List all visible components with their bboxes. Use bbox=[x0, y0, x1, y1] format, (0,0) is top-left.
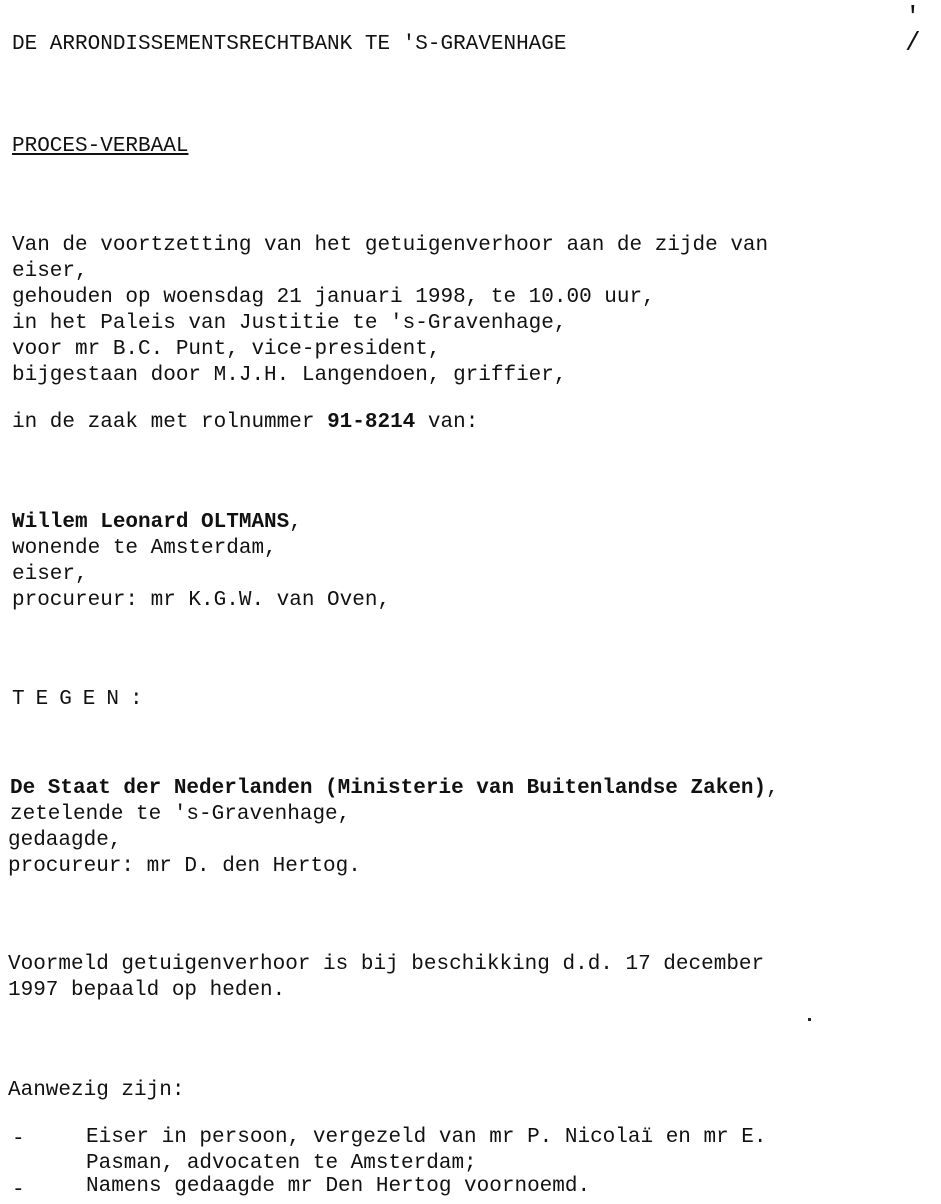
defendant-seat: zetelende te 's-Gravenhage, bbox=[10, 803, 351, 826]
intro-line-1: Van de voortzetting van het getuigenverhoor aan de zijde van bbox=[12, 234, 769, 257]
defendant-name: De Staat der Nederlanden (Ministerie van Buitenlandse Zaken) bbox=[10, 777, 767, 800]
defendant-role: gedaagde, bbox=[8, 829, 122, 852]
case-line bbox=[12, 410, 478, 436]
present-item-1-bullet: - bbox=[12, 1128, 25, 1151]
court-heading: DE ARRONDISSEMENTSRECHTBANK TE 'S-GRAVENHAGE bbox=[12, 33, 567, 56]
defendant-name-line bbox=[10, 776, 779, 802]
plaintiff-name-line bbox=[12, 510, 302, 536]
case-number: 91-8214 bbox=[327, 411, 416, 434]
plaintiff-residence: wonende te Amsterdam, bbox=[12, 537, 277, 560]
present-item-1-line-1: Eiser in persoon, vergezeld van mr P. Nicolaï en mr E. bbox=[86, 1126, 767, 1149]
present-item-1-line-2: Pasman, advocaten te Amsterdam; bbox=[86, 1152, 477, 1175]
present-label: Aanwezig zijn: bbox=[8, 1079, 185, 1102]
case-prefix: in de zaak met rolnummer bbox=[12, 411, 328, 434]
plaintiff-name: Willem Leonard OLTMANS bbox=[12, 511, 290, 534]
scan-speck bbox=[808, 1018, 811, 1021]
case-suffix: van: bbox=[415, 411, 479, 434]
plaintiff-attorney: procureur: mr K.G.W. van Oven, bbox=[12, 589, 391, 612]
hearing-note-line-2: 1997 bepaald op heden. bbox=[8, 979, 286, 1002]
present-item-2-bullet: - bbox=[12, 1179, 25, 1202]
present-item-2-line-1: Namens gedaagde mr Den Hertog voornoemd. bbox=[86, 1175, 591, 1198]
intro-line-3: gehouden op woensdag 21 januari 1998, te 10.00 uur, bbox=[12, 286, 655, 309]
intro-line-6: bijgestaan door M.J.H. Langendoen, griffier, bbox=[12, 364, 567, 387]
defendant-attorney: procureur: mr D. den Hertog. bbox=[8, 855, 361, 878]
plaintiff-role: eiser, bbox=[12, 563, 88, 586]
document-title: PROCES-VERBAAL bbox=[12, 135, 189, 158]
plaintiff-name-punct: , bbox=[289, 511, 302, 534]
hearing-note-line-1: Voormeld getuigenverhoor is bij beschikking d.d. 17 december bbox=[8, 953, 765, 976]
intro-line-5: voor mr B.C. Punt, vice-president, bbox=[12, 338, 441, 361]
defendant-name-punct: , bbox=[766, 777, 779, 800]
intro-line-2: eiser, bbox=[12, 260, 88, 283]
versus-label: TEGEN: bbox=[12, 688, 154, 711]
corner-mark: ' / bbox=[905, 2, 921, 58]
intro-line-4: in het Paleis van Justitie te 's-Gravenhage, bbox=[12, 312, 567, 335]
